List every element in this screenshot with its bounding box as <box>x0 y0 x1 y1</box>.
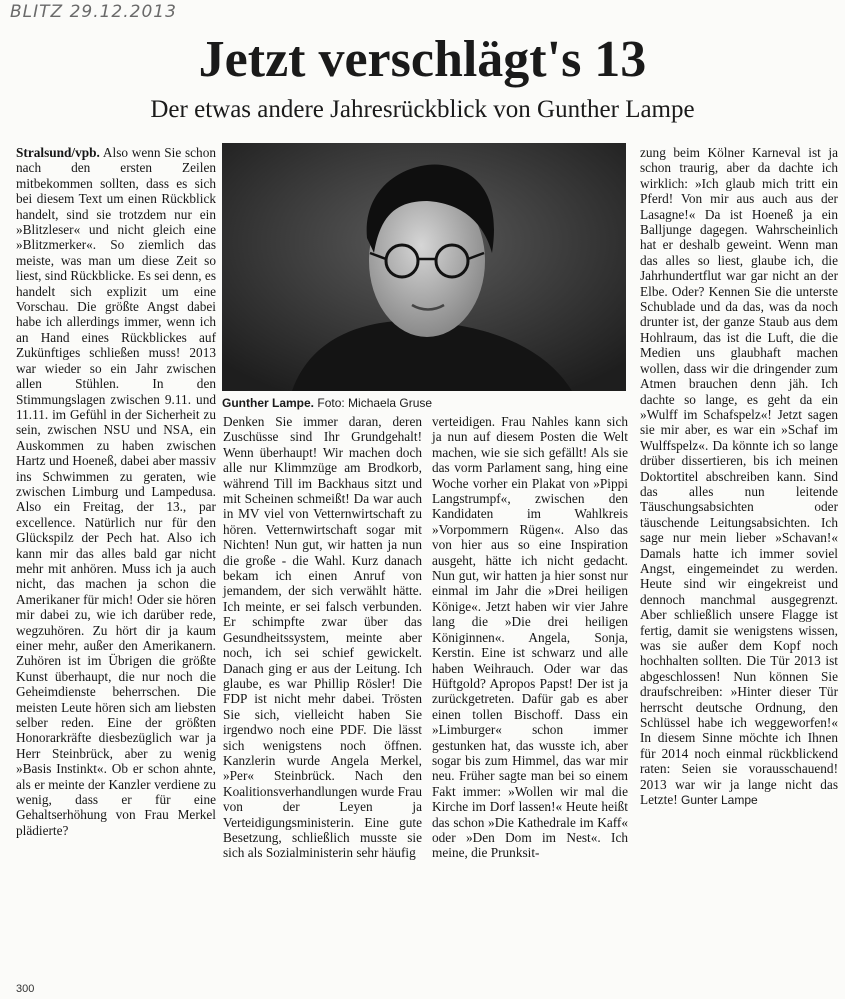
caption-name: Gunther Lampe. <box>222 396 315 410</box>
caption-credit: Foto: Michaela Gruse <box>317 396 433 410</box>
column-1-text: Also wenn Sie schon nach den ersten Zeilen mitbekommen sollten, dass es sich bei diesem Text um einen Rückblick handelt, sind sie trotzdem nur ein »Blitzleser« und nicht gleich eine »Blitzmerker«. So ziemlich das meiste, was man um diese Zeit so liest, sind Rückblicke. Es sei denn, es handelt sich explizit um eine Vorschau. Die größte Angst dabei habe ich allerdings immer, wenn ich an Hand eines Rückblickes auf Zukünftiges schließen muss! 2013 war wieder so ein Jahr zwischen allen Stühlen. In den Stimmungslagen zwischen 9.11. und 11.11. im Gefühl in der Sicherheit zu sein, zwischen NSU und NSA, ein Auskommen zu haben zwischen Hartz und Hoeneß, dabei aber massiv ins Schwimmen zu geraten, wie zwischen Limburg und Lampedusa. Also ein Freitag, der 13., par excellence. Natürlich nur für den Glückspilz der Pech hat. Also ich kann mir das alles bald gar nicht mehr mit anhören. Muss ich ja auch nicht, das machen ja schon die Amerikaner für mich! Oder sie hören mir dabei zu, wie ich darüber rede, wegzuhören. Zu hört dir ja kaum einer mehr, außer den Amerikanern. Zuhören ist im Übrigen die größte Kunst überhaupt, die nur noch die Geheimdienste beherrschen. Die meisten Leute hören sich am liebsten selber reden. Eine der größten Honorarkräfte diesbezüglich war ja Herr Steinbrück, aber zu wenig »Basis Instinkt«. Ob er schon ahnte, als er meinte der Kanzler verdiene zu wenig, dass er für eine Gehaltserhöhung von Frau Merkel plädierte? <box>16 145 216 838</box>
column-4-text: zung beim Kölner Karneval ist ja schon traurig, aber da dachte ich wirklich: »Ich glaub mich tritt ein Pferd! Von mir aus auch aus der Lasagne!« Da ist Hoeneß ja ein Balljunge dagegen. Wahrscheinlich hat er deshalb geweint. Wenn man das alles so liest, glaube ich, die Jahrhundertflut war gar nicht an der Elbe. Oder? Kennen Sie die unterste Schublade und da das, was da noch drunter ist, der ganze Staub aus dem Hohlraum, das ist die Luft, die die Medien uns glaubhaft machen wollen, dass wir die dringender zum Atmen brauchen denn jäh. Ich dachte so lange, es geht da ein »Wulff im Schafspelz«! Jetzt sagen sie mir aber, es war ein »Schaf im Wulffspelz«. Da könnte ich so lange drüber dissertieren, bis ich meinen Doktortitel abschreiben kann. Sind das alles nun leitende Täuschungsabsichten oder täuschende Leitungsabsichten. Ich sage nur mein lieber »Schavan!« Damals hatte ich immer soviel Angst, eingemeindet zu werden. Heute sind wir eingekreist und dennoch manchmal ausgegrenzt. Aber schließlich unsere Flagge ist fertig, damit sie wenigstens wissen, was sie außer dem Kopf noch hochhalten sollten. Die Tür 2013 ist abgeschlossen! Nun können Sie draufschreiben: »Hinter dieser Tür herrscht deutsche Ordnung, den Schlüssel habe ich weggeworfen!« In diesem Sinne möchte ich Ihnen für 2014 noch einmal rückblickend raten: Seien sie vorausschauend! 2013 war wir ja lange nicht das Letzte! <box>640 145 838 808</box>
subheadline: Der etwas andere Jahresrückblick von Gunther Lampe <box>150 96 695 123</box>
article-column-3 <box>432 414 628 861</box>
author-signature: Gunter Lampe <box>680 793 758 808</box>
page-number: 300 <box>16 983 35 995</box>
column-2-text: Denken Sie immer daran, deren Zuschüsse sind Ihr Grundgehalt! Wenn überhaupt! Wir machen doch alle nur Klimmzüge am Brodkorb, während Till im Backhaus sitzt und mit Scheinen schmeißt! Da war auch in MV viel von Vetternwirtschaft zu hören. Vetternwirtschaft sogar mit Nichten! Nun gut, wir hatten ja nun die große - die Wahl. Kurz danach bekam ich einen Anruf von jemandem, der sich verwählt hätte. Ich meinte, er sei falsch verbunden. Er schimpfte zwar über das Gesundheitssystem, meinte aber noch, ich sei schief gewickelt. Danach ging er aus der Leitung. Ich glaube, es war Phillip Rösler! Die FDP ist nicht mehr dabei. Trösten Sie sich, vielleicht haben Sie irgendwo noch eine PDF. Die lässt sich wenigstens noch öffnen. Kanzlerin wurde Angela Merkel, »Per« Steinbrück. Nach den Koalitionsverhandlungen wurde Frau von der Leyen ja Verteidigungsministerin. Eine gute Besetzung, schließlich musste sie sich als Sozialministerin sehr häufig <box>223 414 422 861</box>
article-column-2 <box>223 414 422 861</box>
headline: Jetzt verschlägt's 13 <box>198 31 647 88</box>
column-3-text: verteidigen. Frau Nahles kann sich ja nun auf diesem Posten die Welt machen, wie sie sich gefällt! Als sie das vorm Parlament sang, hing eine Woche vorher ein Plakat von »Pippi Langstrumpf«, zwischen den Kandidaten im Wahlkreis »Vorpommern Rügen«. Also das von hier aus so eine Inspiration ausgeht, hätte ich nicht gedacht. Nun gut, wir hatten ja hier sonst nur einmal im Jahr die »Drei heiligen Könige«. Jetzt haben wir vier Jahre lang die »Die drei heiligen Königinnen«. Angela, Sonja, Kerstin. Eine ist schwarz und alle haben Weihrauch. Oder war das Hüftgold? Apropos Papst! Der ist ja zurückgetreten. Dafür gab es aber einen tollen Bischoff. Dass ein »Limburger« schon immer gestunken hat, das wusste ich, aber sogar bis zum Himmel, das war mir neu. Früher sagte man bei so einem Fakt immer: »Wollen wir mal die Kirche im Dorf lassen!« Heute heißt das schon »Die Kathedrale im Kaff« oder »Den Dom im Nest«. Ich meine, die Prunksit- <box>432 414 628 861</box>
photo-caption <box>222 396 432 410</box>
article-column-4 <box>640 145 838 995</box>
handwritten-date-note: BLITZ 29.12.2013 <box>10 2 177 22</box>
article-column-1 <box>16 145 216 983</box>
author-photo <box>222 143 626 391</box>
dateline: Stralsund/vpb. <box>16 145 100 160</box>
